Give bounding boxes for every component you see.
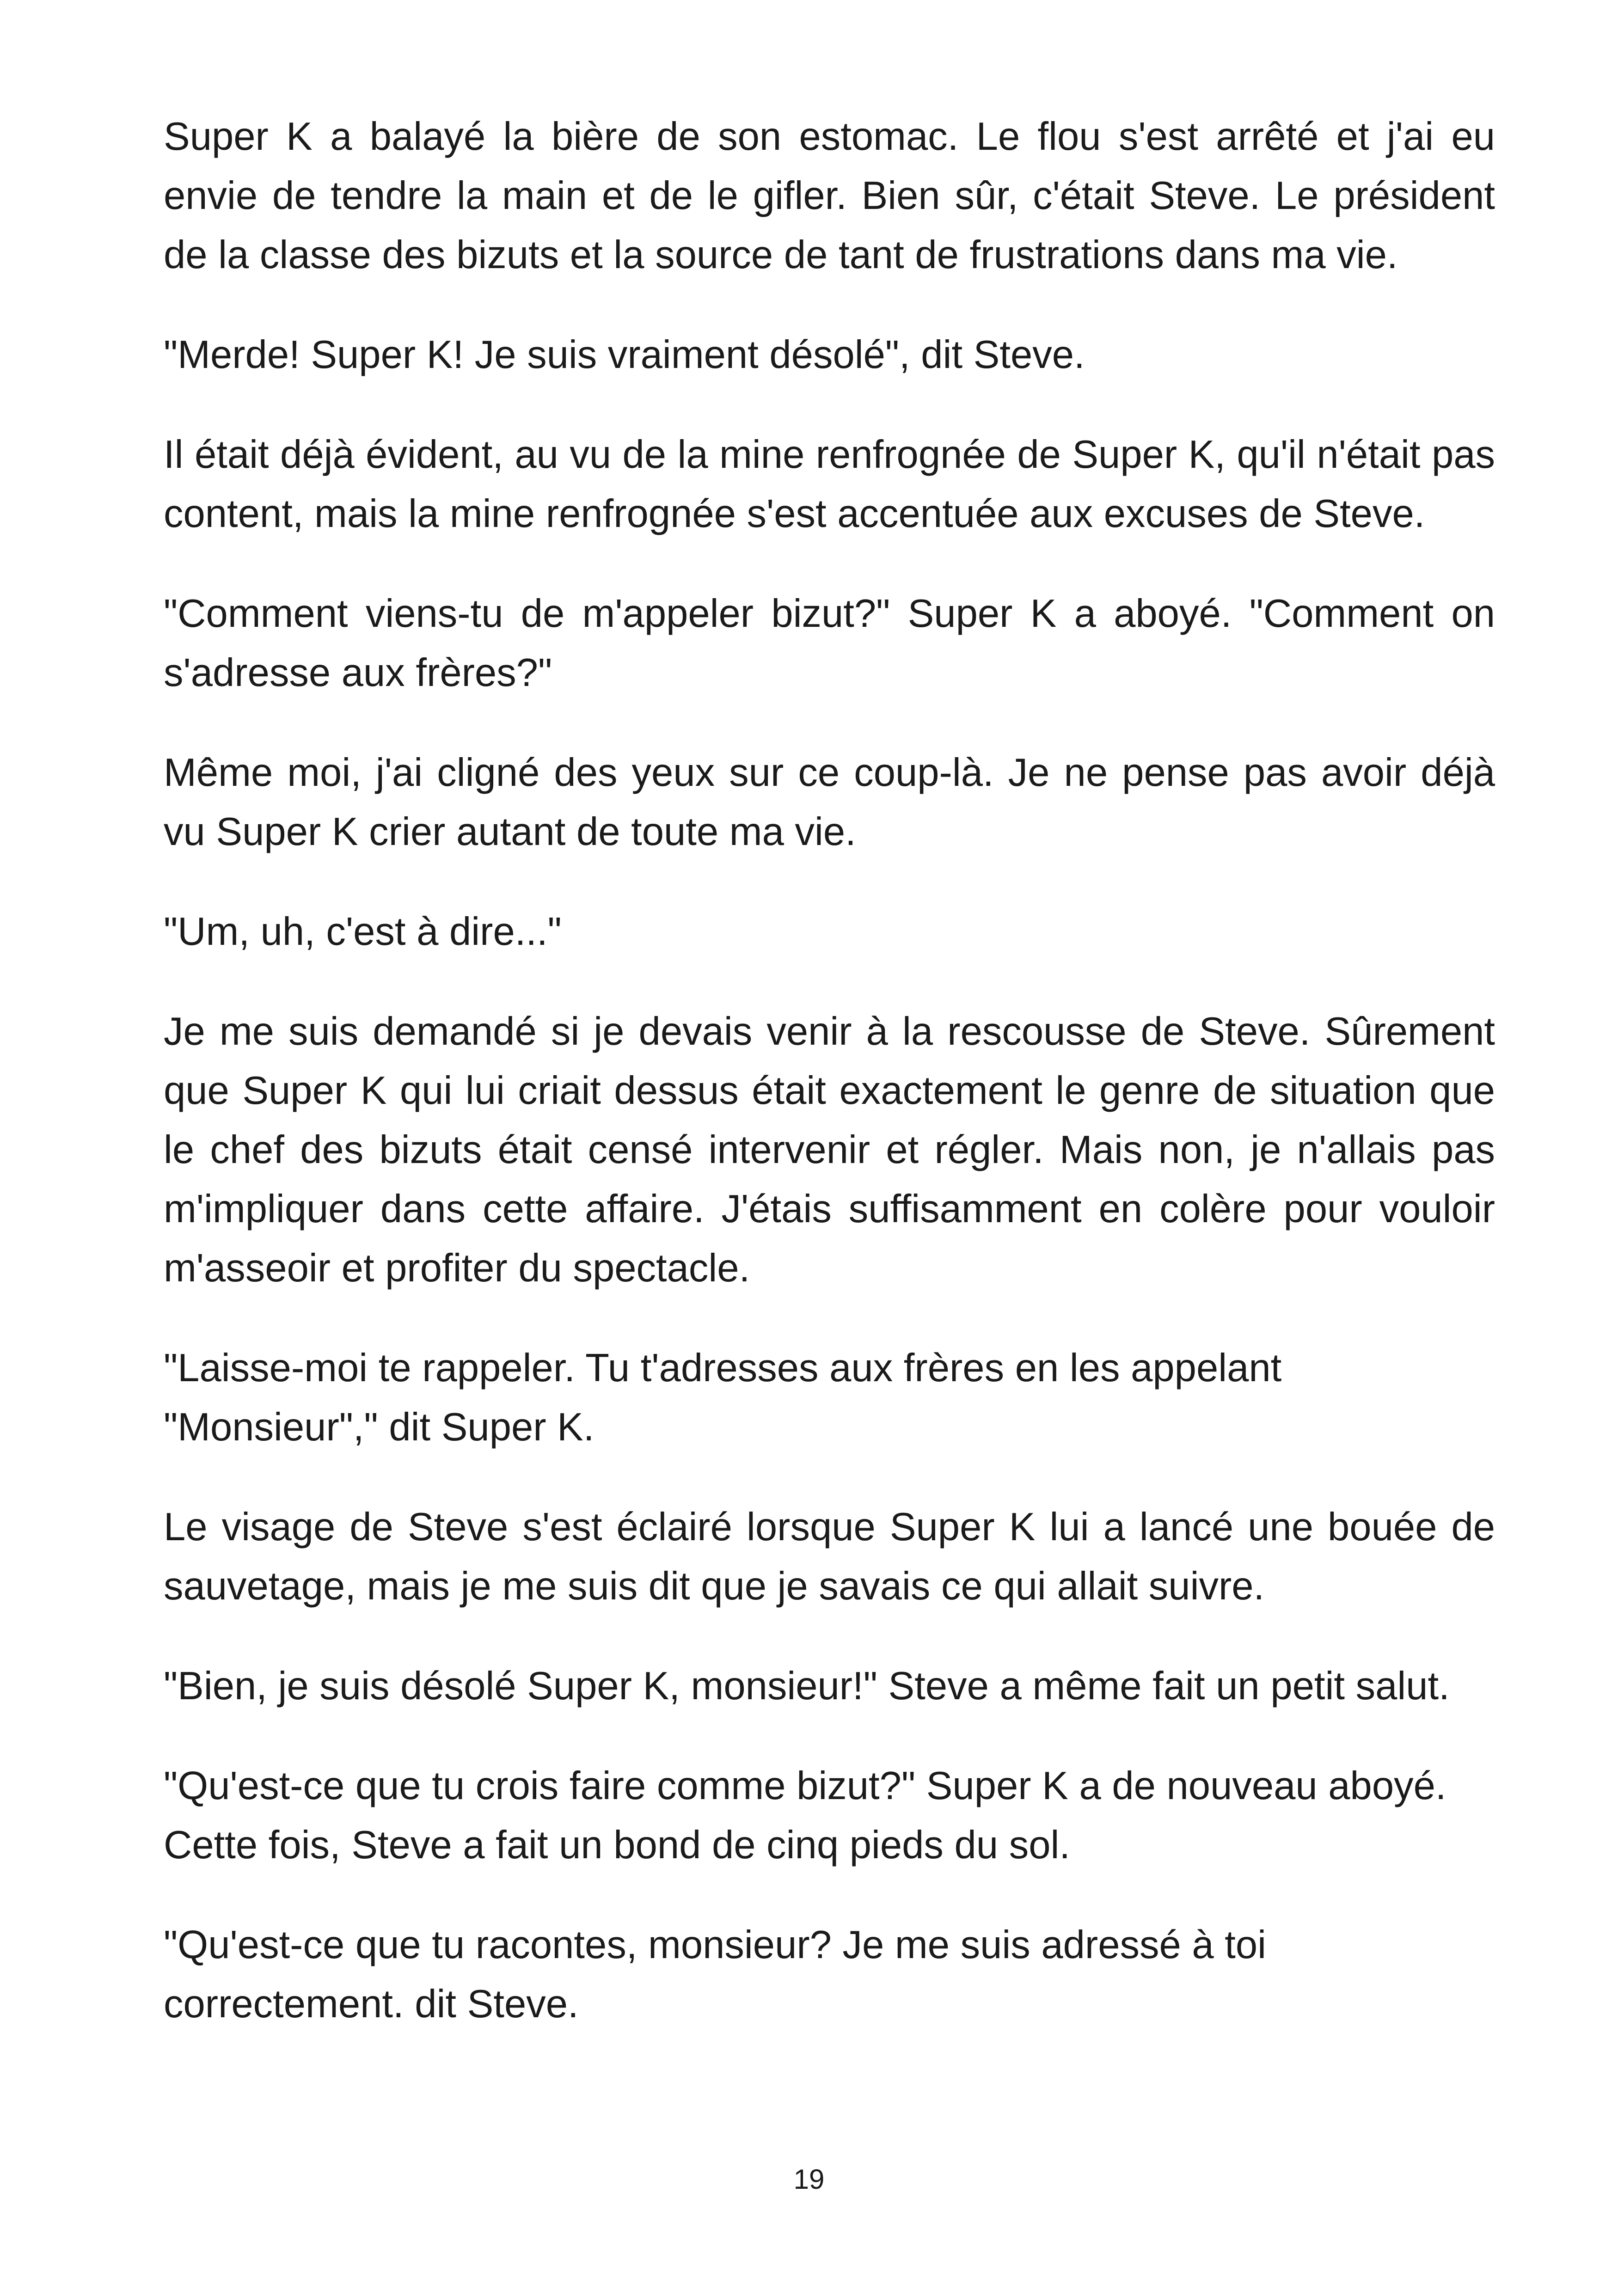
paragraph: "Comment viens-tu de m'appeler bizut?" Super K a aboyé. "Comment on s'adresse aux frères?"	[164, 592, 1495, 695]
page-body	[164, 107, 1495, 2075]
paragraph: "Qu'est-ce que tu racontes, monsieur? Je me suis adressé à toi correctement. dit Steve.	[164, 1923, 1267, 2026]
paragraph: Le visage de Steve s'est éclairé lorsque Super K lui a lancé une bouée de sauvetage, mais je me suis dit que je savais ce qui allait suivre.	[164, 1505, 1495, 1608]
paragraph: Super K a balayé la bière de son estomac. Le flou s'est arrêté et j'ai eu envie de tendre la main et de le gifler. Bien sûr, c'était Steve. Le président de la classe des bizuts et la source de tant de frustrations dans ma vie.	[164, 115, 1495, 277]
paragraph: "Laisse-moi te rappeler. Tu t'adresses aux frères en les appelant "Monsieur"," dit Super K.	[164, 1346, 1282, 1449]
page-number: 19	[793, 2164, 825, 2195]
paragraph: Je me suis demandé si je devais venir à la rescousse de Steve. Sûrement que Super K qui lui criait dessus était exactement le genre de situation que le chef des bizuts était censé intervenir et régler. Mais non, je n'allais pas m'impliquer dans cette affaire. J'étais suffisamment en colère pour vouloir m'asseoir et profiter du spectacle.	[164, 1010, 1495, 1290]
paragraph: "Bien, je suis désolé Super K, monsieur!" Steve a même fait un petit salut.	[164, 1664, 1450, 1708]
paragraph: Même moi, j'ai cligné des yeux sur ce coup-là. Je ne pense pas avoir déjà vu Super K crier autant de toute ma vie.	[164, 751, 1495, 854]
paragraph: "Um, uh, c'est à dire..."	[164, 910, 562, 954]
paragraph: Il était déjà évident, au vu de la mine renfrognée de Super K, qu'il n'était pas content, mais la mine renfrognée s'est accentuée aux excuses de Steve.	[164, 433, 1495, 536]
paragraph: "Qu'est-ce que tu crois faire comme bizut?" Super K a de nouveau aboyé. Cette fois, Steve a fait un bond de cinq pieds du sol.	[164, 1764, 1446, 1867]
paragraph: "Merde! Super K! Je suis vraiment désolé", dit Steve.	[164, 333, 1085, 377]
